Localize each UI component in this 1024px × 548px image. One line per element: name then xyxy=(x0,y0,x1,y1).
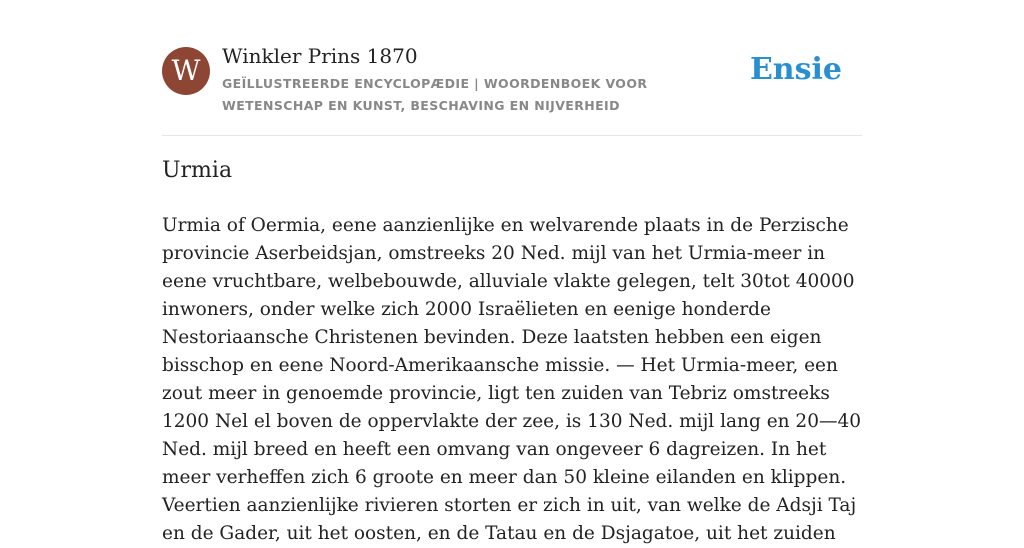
source-subtitle: GEÏLLUSTREERDE ENCYCLOPÆDIE | WOORDENBOEK VOOR WETENSCHAP EN KUNST, BESCHAVING EN NIJVERHEID xyxy=(222,76,648,113)
source-title[interactable]: Winkler Prins 1870 xyxy=(222,44,418,68)
source-avatar[interactable]: W xyxy=(162,47,210,95)
source-header xyxy=(162,44,862,116)
entry-title: Urmia xyxy=(162,158,233,183)
header-divider xyxy=(162,135,862,136)
entry-body: Urmia of Oermia, eene aanzienlijke en welvarende plaats in de Perzische provincie Aserbeidsjan, omstreeks 20 Ned. mijl van het Urmia-meer in eene vruchtbare, welbebouwde, alluviale vlakte gelegen, telt 30tot 40000 inwoners, onder welke zich 2000 Israëlieten en eenige honderde Nestoriaansche Christenen bevinden. Deze laatsten hebben een eigen bisschop en eene Noord-Amerikaansche missie. — Het Urmia-meer, een zout meer in genoemde provincie, ligt ten zuiden van Tebriz omstreeks 1200 Nel el boven de oppervlakte der zee, is 130 Ned. mijl lang en 20—40 Ned. mijl breed en heeft een omvang van ongeveer 6 dagreizen. In het meer verheffen zich 6 groote en meer dan 50 kleine eilanden en klippen. Veertien aanzienlijke rivieren storten er zich in uit, van welke de Adsji Taj en de Gader, uit het oosten, en de Tatau en de Dsjagatoe, uit het zuiden xyxy=(162,215,862,544)
ensie-logo[interactable]: Ensie xyxy=(749,52,842,87)
